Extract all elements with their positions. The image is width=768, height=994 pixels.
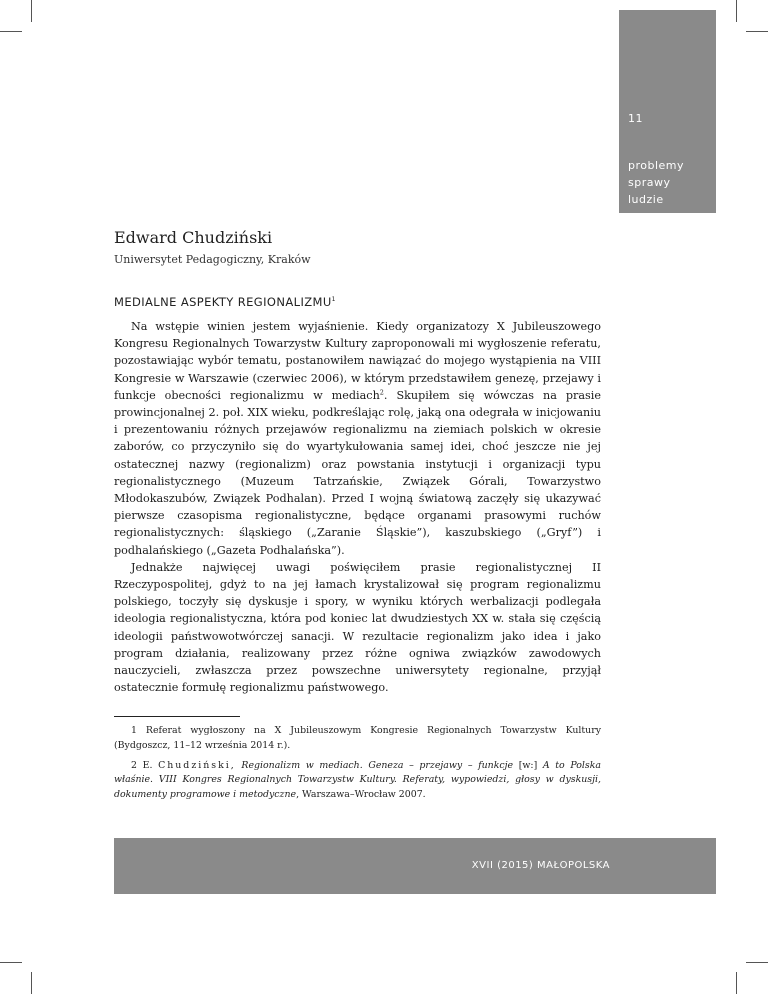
footnote-title: Regionalizm w mediach. Geneza – przejawy – funkcje	[241, 759, 514, 771]
page-number: 11	[628, 112, 643, 125]
title-text: MEDIALNE ASPEKTY REGIONALIZMU	[114, 295, 332, 309]
paragraph: Jednakże najwięcej uwagi poświęciłem prasie regionalistycznej II Rzeczypospolitej, gdyż to na jej łamach krystalizował się program regionalizmu polskiego, toczyły się dyskusje i spory, w wyniku których werbalizacji podlegała ideologia regionalistyczna, która pod koniec lat dwudziestych XX w. stała się częścią ideologii państwowotwórczej sanacji. W rezultacie regionalizm jako idea i jako program działania, realizowany przez różne ogniwa związków zawodowych nauczycieli, zwłaszcza przez powszechne uniwersytety regionalne, przyjął ostatecznie formułę regionalizmu państwowego.	[114, 560, 601, 695]
footnote-in: [w:]	[518, 759, 538, 771]
paragraph-text: Na wstępie winien jestem wyjaśnienie. Kiedy organizatozy X Jubileuszowego Kongresu Regionalnych Towarzystw Kultury zaproponowali mi wygłoszenie referatu, pozostawiając wybór tematu, postanowiłem nawiązać do mojego wystąpienia na VIII Kongresie w Warszawie (czerwiec 2006), w którym przedstawiłem genezę, przejawy i funkcje obecności regionalizmu w mediach	[114, 320, 601, 402]
footnotes	[114, 724, 601, 808]
title-footnote-ref: 1	[331, 296, 336, 304]
crop-mark	[31, 972, 32, 994]
article-title	[114, 295, 336, 309]
footnote-number: 2 E.	[131, 759, 153, 771]
author-affiliation: Uniwersytet Pedagogiczny, Kraków	[114, 253, 311, 266]
footer-text: XVII (2015) MAŁOPOLSKA	[471, 860, 610, 871]
footnote-tail: , Warszawa–Wrocław 2007.	[296, 789, 426, 801]
crop-mark	[0, 962, 22, 963]
section-line: sprawy	[628, 176, 671, 189]
crop-mark	[736, 972, 737, 994]
section-label	[628, 157, 684, 208]
footnote: 1 Referat wygłoszony na X Jubileuszowym Kongresie Regionalnych Towarzystw Kultury (Bydgoszcz, 11–12 września 2014 r.).	[114, 725, 601, 751]
crop-mark	[746, 31, 768, 32]
article-body	[114, 318, 601, 696]
crop-mark	[746, 962, 768, 963]
paragraph-text: . Skupiłem się wówczas na prasie prowincjonalnej 2. poł. XIX wieku, podkreślając rolę, jaką ona odegrała w inicjowaniu i prezentowaniu różnych przejawów regionalizmu na ziemiach polskich w okresie zaborów, co przyczyniło się do wyartykułowania samej idei, choć jeszcze nie jej ostatecznej nazwy (regionalizm) oraz powstania instytucji i organizacji typu regionalistycznego (Muzeum Tatrzańskie, Związek Górali, Towarzystwo Młodokaszubów, Związek Podhalan). Przed I wojną światową zaczęły się ukazywać pierwsze czasopisma regionalistyczne, będące organami prasowymi ruchów regionalistycznych: śląskiego („Zaranie Śląskie”), kaszubskiego („Gryf”) i podhalańskiego („Gazeta Podhalańska”).	[114, 388, 601, 557]
crop-mark	[736, 0, 737, 22]
footer-band	[114, 838, 716, 894]
footnote-ref: 2	[379, 388, 384, 397]
author-name: Edward Chudziński	[114, 228, 273, 247]
section-line: ludzie	[628, 193, 664, 206]
paragraph	[114, 318, 601, 559]
footnote-divider	[114, 716, 240, 717]
footnote-author: Chudziński,	[158, 759, 236, 771]
footnote	[114, 759, 601, 803]
crop-mark	[31, 0, 32, 22]
crop-mark	[0, 31, 22, 32]
footnote-book: A to Polska właśnie. VIII Kongres Regionalnych Towarzystw Kultury. Referaty, wypowiedzi, głosy w dyskusji, dokumenty programowe i metodyczne	[114, 759, 601, 801]
section-line: problemy	[628, 159, 685, 172]
